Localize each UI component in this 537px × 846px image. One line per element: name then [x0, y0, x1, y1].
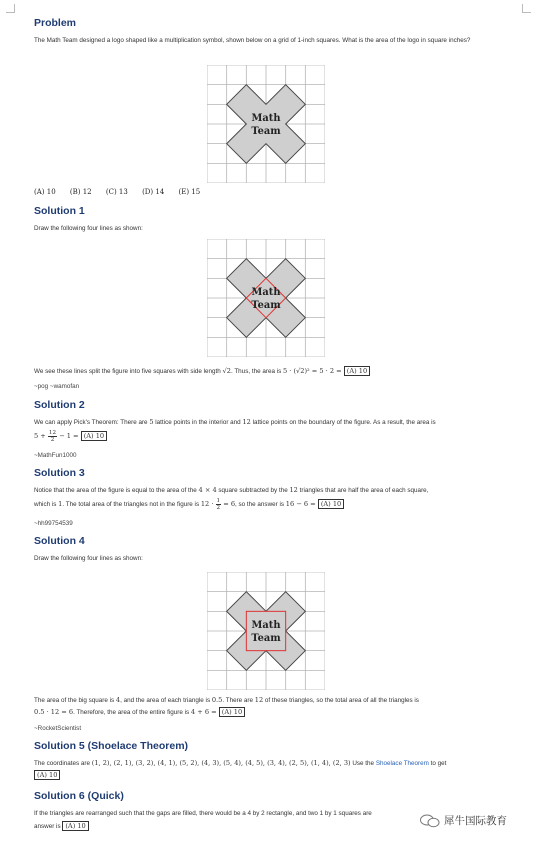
- shoelace-theorem-link[interactable]: Shoelace Theorem: [375, 760, 429, 767]
- logo-figure: [207, 65, 325, 183]
- logo-word-math: Math: [251, 620, 281, 632]
- choice-b: (B) 12: [69, 188, 92, 196]
- solution-3-text-2: which is 1. The total area of the triangles not in the figure is 12 · $\frac{1}{2}$ = 6, so the answer is 16 − 6 = (A) 10: [34, 498, 344, 511]
- answer-box: (A) 10: [81, 431, 107, 441]
- logo-word-math: Math: [251, 287, 281, 299]
- page-corner-mark: [522, 4, 531, 13]
- fraction: $\frac{12}{2}$: [48, 430, 57, 443]
- solution-5-heading: Solution 5 (Shoelace Theorem): [34, 740, 189, 752]
- answer-box: (A) 10: [34, 770, 60, 780]
- logo-word-team: Team: [251, 632, 281, 644]
- solution-1-text: We see these lines split the figure into five squares with side length √2. Thus, the area is 5 · (√2)² = 5 · 2 = (A) 10: [34, 366, 370, 376]
- solution-1-heading: Solution 1: [34, 205, 85, 217]
- solution-3-author: ~hh99754539: [34, 520, 73, 527]
- fraction: $\frac{1}{2}$: [216, 498, 221, 511]
- answer-box: (A) 10: [344, 366, 370, 376]
- solution-4-text-2: 0.5 · 12 = 6. Therefore, the area of the entire figure is 4 + 6 = (A) 10: [34, 707, 245, 717]
- answer-choices: [34, 188, 212, 196]
- solution-4-intro: Draw the following four lines as shown:: [34, 555, 143, 562]
- solution-2-heading: Solution 2: [34, 399, 85, 411]
- grid-figure-solution-1: [207, 239, 325, 357]
- solution-1-figure: [207, 239, 325, 357]
- watermark-text: 犀牛国际教育: [444, 815, 507, 827]
- choice-e: (E) 15: [178, 188, 201, 196]
- solution-4-figure: [207, 572, 325, 690]
- solution-5-answer: [34, 770, 60, 780]
- answer-box: (A) 10: [318, 499, 344, 509]
- solution-5-text: The coordinates are (1, 2), (2, 1), (3, 2), (4, 1), (5, 2), (4, 3), (5, 4), (4, 5), (3, 4), (2, 5), (1, 4), (2, 3) Use the Shoelace Theorem to get: [34, 759, 447, 767]
- grid-figure-problem: [207, 65, 325, 183]
- solution-6-text: If the triangles are rearranged such that the gaps are filled, there would be a 4 by 2 rectangle, and two 1 by 1 squares are: [34, 810, 372, 817]
- solution-4-text: The area of the big square is 4, and the area of each triangle is 0.5. There are 12 of these triangles, so the total area of all the triangles is: [34, 696, 419, 704]
- grid-figure-solution-4: [207, 572, 325, 690]
- problem-text: The Math Team designed a logo shaped like a multiplication symbol, shown below on a grid of 1-inch squares. What is the area of the logo in square inches?: [34, 37, 471, 44]
- solution-6-heading: Solution 6 (Quick): [34, 790, 124, 802]
- choice-c: (C) 13: [105, 188, 128, 196]
- solution-1-author: ~pog ~wamofan: [34, 383, 80, 390]
- watermark: [420, 812, 532, 834]
- choice-d: (D) 14: [142, 188, 165, 196]
- solution-1-intro: Draw the following four lines as shown:: [34, 225, 143, 232]
- solution-4-author: ~RocketScientist: [34, 725, 82, 732]
- problem-heading: Problem: [34, 17, 77, 29]
- answer-box: (A) 10: [62, 821, 88, 831]
- choice-a: (A) 10: [34, 188, 56, 196]
- logo-word-math: Math: [251, 113, 281, 125]
- logo-word-team: Team: [251, 125, 281, 137]
- page-corner-mark: [6, 4, 15, 13]
- solution-2-text: We can apply Pick's Theorem: There are 5 lattice points in the interior and 12 lattice points on the boundary of the figure. As a result, the area is: [34, 418, 436, 426]
- solution-3-heading: Solution 3: [34, 467, 85, 479]
- answer-box: (A) 10: [219, 707, 245, 717]
- solution-4-heading: Solution 4: [34, 535, 85, 547]
- solution-2-expression: 5 + $\frac{12}{2}$ − 1 = (A) 10: [34, 430, 107, 443]
- solution-6-answer-line: answer is (A) 10: [34, 821, 89, 831]
- logo-word-team: Team: [251, 299, 281, 311]
- solution-2-author: ~MathFun1000: [34, 452, 77, 459]
- wechat-icon: [420, 814, 440, 828]
- solution-3-text: Notice that the area of the figure is equal to the area of the 4 × 4 square subtracted by the 12 triangles that are half the area of each square,: [34, 486, 429, 494]
